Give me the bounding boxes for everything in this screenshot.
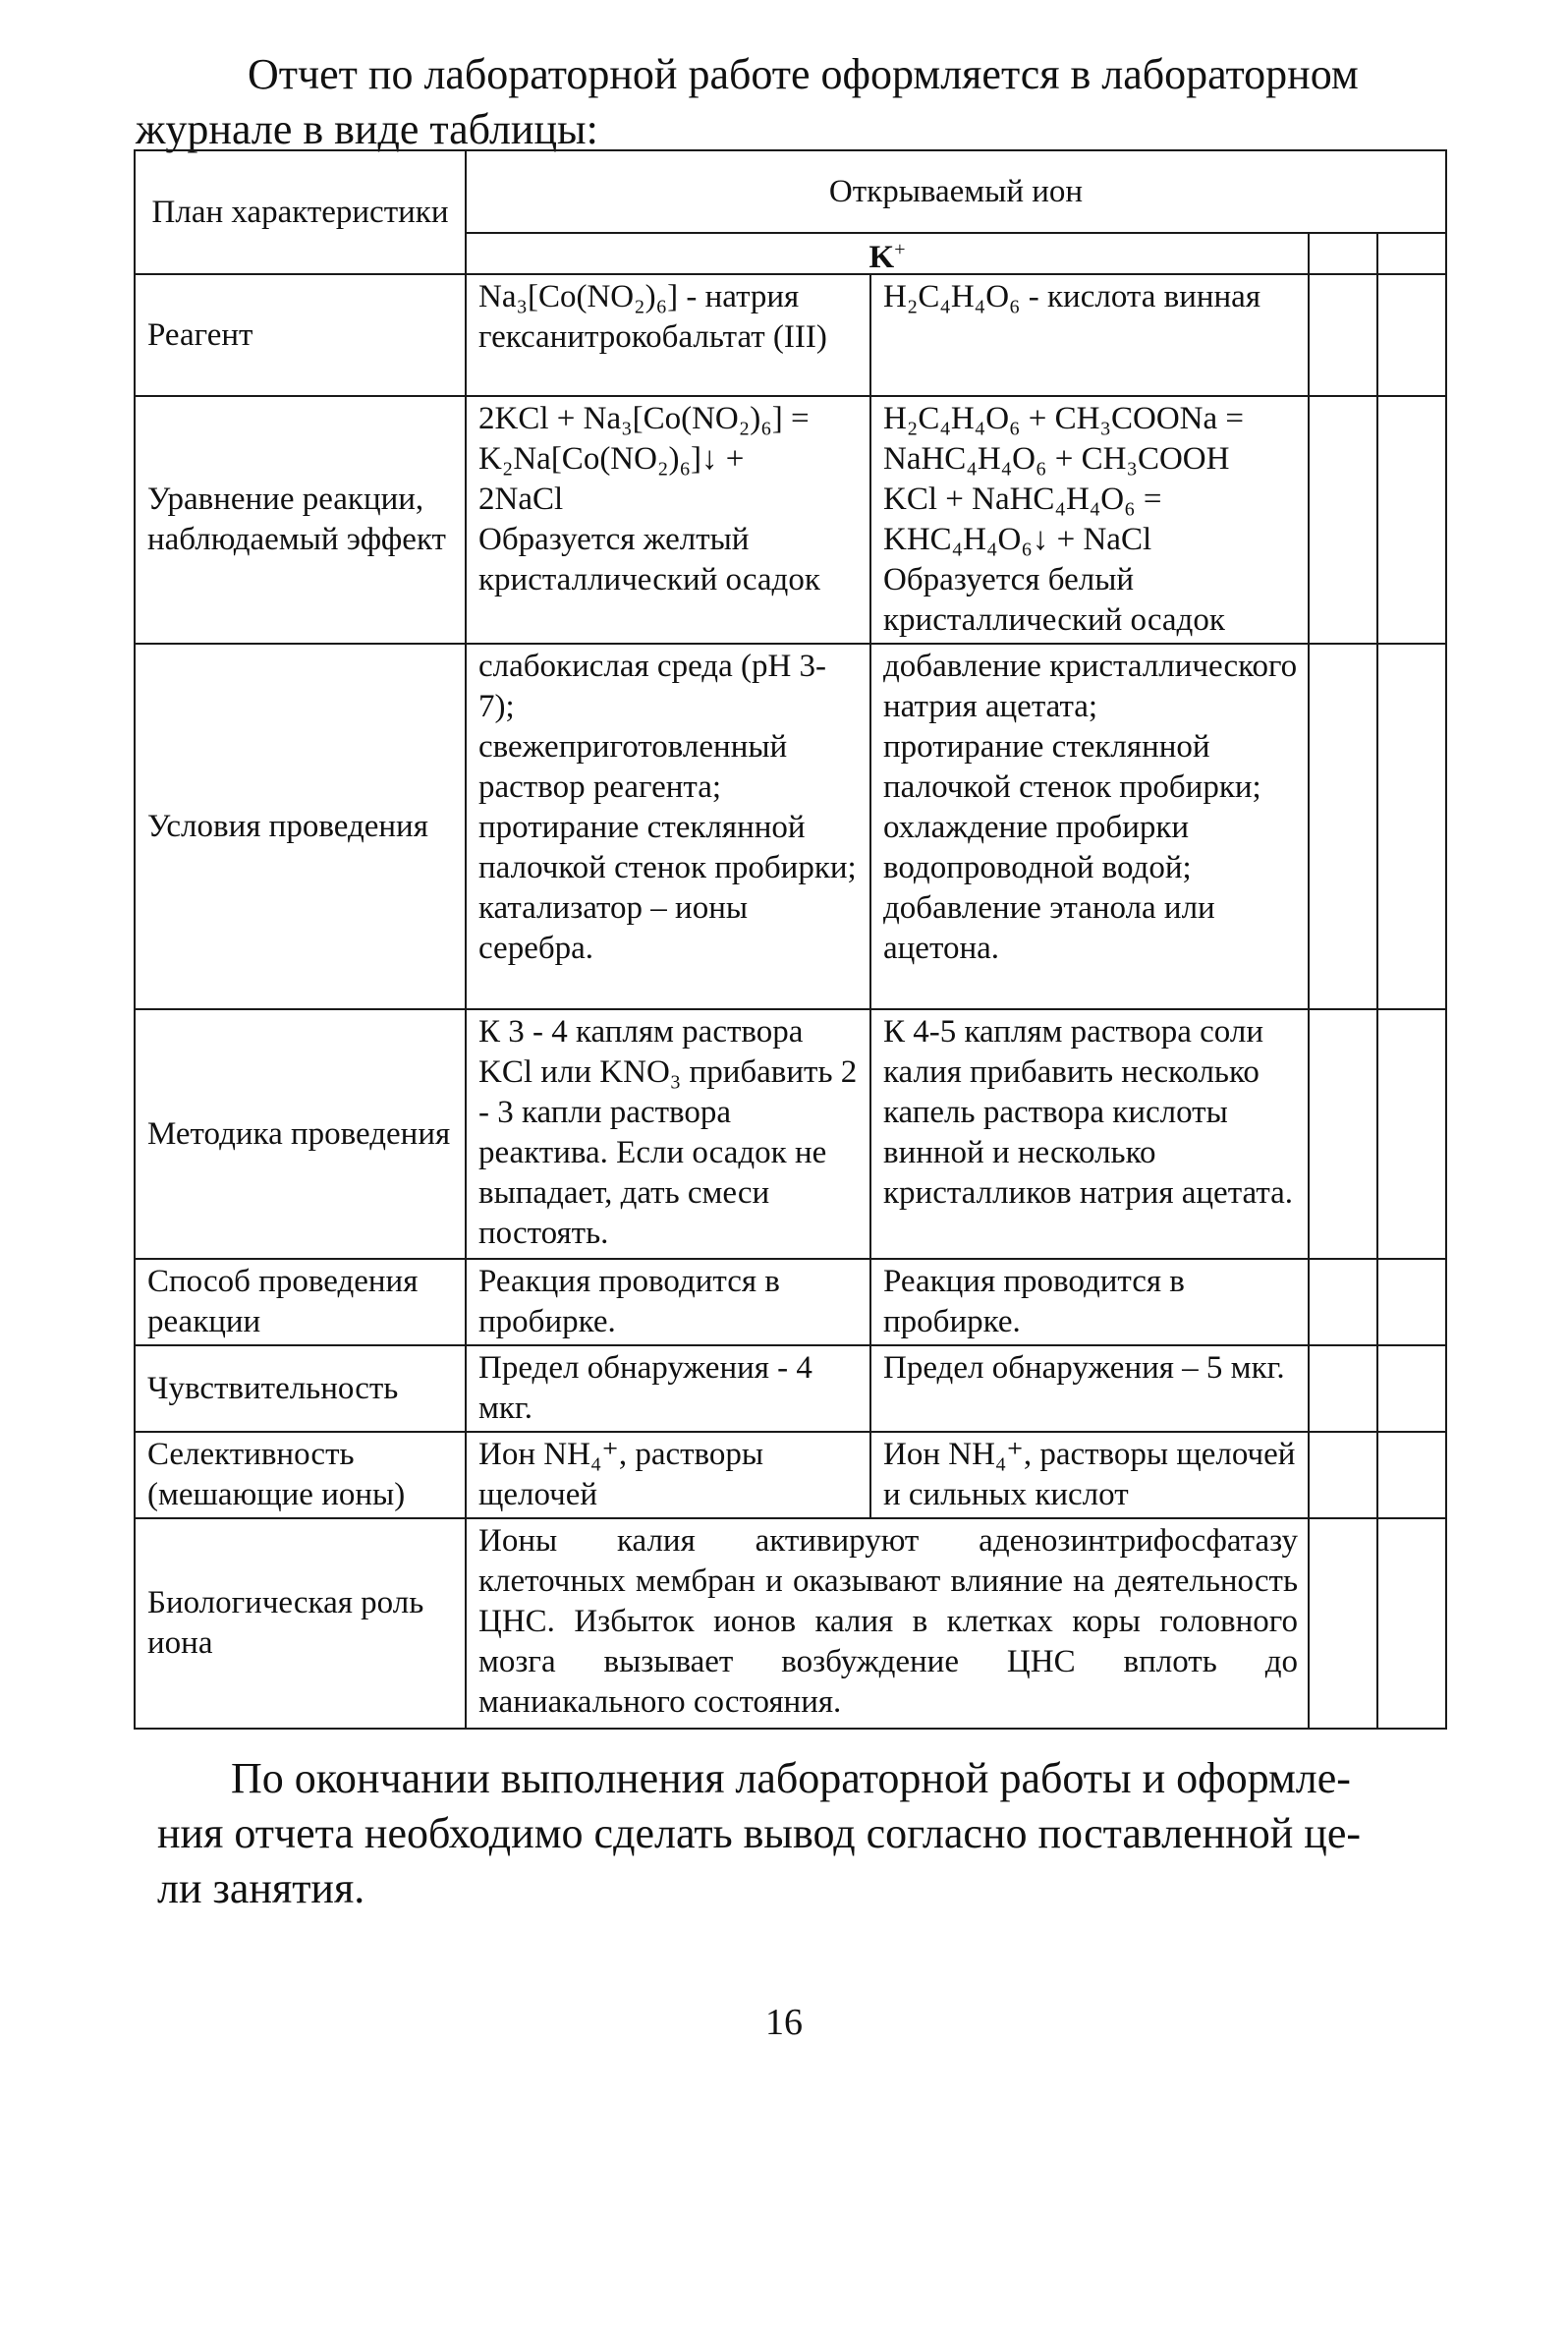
empty-cell <box>1309 1518 1377 1729</box>
table-row <box>135 274 1446 396</box>
equation-cell-2: H₂C₄H₄O₆ + CH₃COONa = NaHC₄H₄O₆ + CH₃COOH KCl + NaHC₄H₄O₆ = KHC₄H₄O₆↓ + NaCl Образуется белый кристаллический осадок <box>870 396 1309 644</box>
reagent-cell-1: Na₃[Co(NO₂)₆] - натрия гексанитрокобальтат (III) <box>466 274 870 396</box>
empty-cell <box>1309 644 1377 1009</box>
empty-cell <box>1309 1009 1377 1259</box>
equation-cell-1: 2KCl + Na₃[Co(NO₂)₆] = K₂Na[Co(NO₂)₆]↓ + 2NaCl Образуется желтый кристаллический осадок <box>466 396 870 644</box>
procedure-cell-1: Реакция проводится в пробирке. <box>466 1259 870 1345</box>
empty-header-cell <box>1377 233 1446 274</box>
ion-symbol: K <box>868 240 895 275</box>
row-label-bio-role: Биологическая роль иона <box>135 1518 466 1729</box>
intro-line-2: журнале в виде таблицы: <box>136 105 598 153</box>
empty-cell <box>1309 396 1377 644</box>
empty-cell <box>1309 1345 1377 1432</box>
header-plan-cell <box>135 150 466 274</box>
outro-line-3: ли занятия. <box>157 1864 365 1912</box>
row-label-conditions: Условия проведения <box>135 644 466 1009</box>
conditions-cell-1: слабокислая среда (pH 3-7); свежеприготовленный раствор реагента; протирание стеклянной палочкой стенок пробирки; катализатор – ионы серебра. <box>466 644 870 1009</box>
selectivity-cell-2: Ион NH₄⁺, растворы щелочей и сильных кислот <box>870 1432 1309 1518</box>
conditions-cell-2: добавление кристаллического натрия ацетата; протирание стеклянной палочкой стенок пробирки; охлаждение пробирки водопроводной водой; добавление этанола или ацетона. <box>870 644 1309 1009</box>
table-row <box>135 396 1446 644</box>
empty-cell <box>1377 644 1446 1009</box>
bio-role-cell: Ионы калия активируют аденозинтрифосфатазу клеточных мембран и оказывают влияние на деятельность ЦНС. Избыток ионов калия в клетках коры головного мозга вызывает возбуждение ЦНС вплоть до маниакального состояния. <box>466 1518 1309 1729</box>
ion-charge: + <box>894 239 906 260</box>
method-cell-1: К 3 - 4 каплям раствора KCl или KNO₃ прибавить 2 - 3 капли раствора реактива. Если осадок не выпадает, дать смеси постоять. <box>466 1009 870 1259</box>
method-cell-2: К 4-5 каплям раствора соли калия прибавить несколько капель раствора кислоты винной и несколько кристалликов натрия ацетата. <box>870 1009 1309 1259</box>
empty-cell <box>1377 396 1446 644</box>
procedure-cell-2: Реакция проводится в пробирке. <box>870 1259 1309 1345</box>
empty-cell <box>1377 1009 1446 1259</box>
table-row <box>135 1009 1446 1259</box>
intro-line-1: Отчет по лабораторной работе оформляется в лабораторном <box>248 50 1359 98</box>
table-row <box>135 1345 1446 1432</box>
empty-header-cell <box>1309 233 1377 274</box>
empty-cell <box>1309 274 1377 396</box>
row-label-sensitivity: Чувствительность <box>135 1345 466 1432</box>
reagent-cell-2: H₂C₄H₄O₆ - кислота винная <box>870 274 1309 396</box>
empty-cell <box>1377 1345 1446 1432</box>
header-ion-title-cell <box>466 150 1446 233</box>
row-label-procedure: Способ проведения реакции <box>135 1259 466 1345</box>
header-ion-title: Открываемый ион <box>828 173 1084 209</box>
row-label-reagent: Реагент <box>135 274 466 396</box>
outro-line-2: ния отчета необходимо сделать вывод согласно поставленной це- <box>157 1809 1361 1857</box>
table-header-row <box>135 150 1446 233</box>
sensitivity-cell-1: Предел обнаружения - 4 мкг. <box>466 1345 870 1432</box>
table-row <box>135 1259 1446 1345</box>
row-label-method: Методика проведения <box>135 1009 466 1259</box>
table-row <box>135 644 1446 1009</box>
page-number: 16 <box>765 2002 803 2043</box>
sensitivity-cell-2: Предел обнаружения – 5 мкг. <box>870 1345 1309 1432</box>
lab-report-table <box>134 149 1447 1730</box>
intro-paragraph <box>136 47 1434 157</box>
empty-cell <box>1377 1518 1446 1729</box>
selectivity-cell-1: Ион NH₄⁺, растворы щелочей <box>466 1432 870 1518</box>
empty-cell <box>1377 274 1446 396</box>
conclusion-paragraph <box>157 1751 1434 1916</box>
empty-cell <box>1309 1432 1377 1518</box>
table-row <box>135 1432 1446 1518</box>
header-ion-symbol-cell <box>466 233 1309 274</box>
row-label-equation: Уравнение реакции, наблюдаемый эффект <box>135 396 466 644</box>
outro-line-1: По окончании выполнения лабораторной работы и оформле- <box>231 1754 1351 1802</box>
row-label-selectivity: Селективность (мешающие ионы) <box>135 1432 466 1518</box>
empty-cell <box>1309 1259 1377 1345</box>
empty-cell <box>1377 1259 1446 1345</box>
empty-cell <box>1377 1432 1446 1518</box>
table-row <box>135 1518 1446 1729</box>
header-plan-label: План характеристики <box>151 194 449 230</box>
